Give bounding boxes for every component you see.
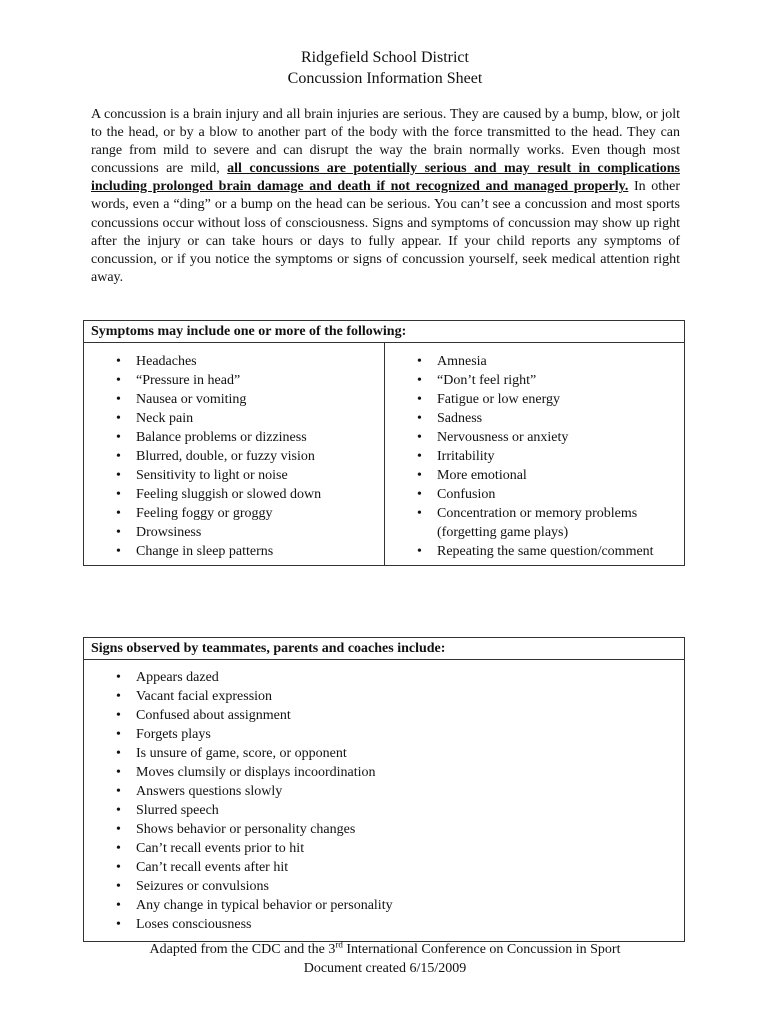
list-item: • Seizures or convulsions: [84, 877, 684, 896]
list-item: • Any change in typical behavior or personality: [84, 896, 684, 915]
list-item: • Feeling sluggish or slowed down: [84, 485, 384, 504]
list-item: • Headaches: [84, 352, 384, 371]
list-item: • Sensitivity to light or noise: [84, 466, 384, 485]
list-item: • Can’t recall events prior to hit: [84, 839, 684, 858]
list-item: • Fatigue or low energy: [385, 390, 684, 409]
symptoms-right-list: [385, 343, 684, 561]
list-item: • Sadness: [385, 409, 684, 428]
intro-text-part1: A concussion is a brain injury and all brain injuries are serious. They are caused by a bump, blow, or jolt to the head, or by a blow to another part of the body with the force transmitted to the head. They can range from mild to severe and can disrupt the way the brain normally works. Even though most concussions are mild,: [91, 107, 680, 177]
intro-text-part2: In other words, even a “ding” or a bump on the head can be serious. You can’t see a concussion and most sports concussions occur without loss of consciousness. Signs and symptoms of concussion may show up right after the injury or can take hours or days to fully appear. If your child reports any symptoms of concussion, or if you notice the symptoms or signs of concussion yourself, seek medical attention right away.: [91, 179, 680, 285]
district-name: Ridgefield School District: [301, 49, 469, 66]
intro-paragraph: [91, 106, 680, 287]
document-title: Concussion Information Sheet: [287, 70, 483, 87]
list-item: • Forgets plays: [84, 725, 684, 744]
list-item: • Answers questions slowly: [84, 782, 684, 801]
symptoms-left-list: [84, 343, 384, 561]
list-item: • “Pressure in head”: [84, 371, 384, 390]
list-item: • Feeling foggy or groggy: [84, 504, 384, 523]
list-item: • Moves clumsily or displays incoordination: [84, 763, 684, 782]
list-item: • Irritability: [385, 447, 684, 466]
list-item: • Change in sleep patterns: [84, 542, 384, 561]
list-item: • Concentration or memory problems (forgetting game plays): [385, 504, 684, 542]
list-item: • Vacant facial expression: [84, 687, 684, 706]
source-citation: [0, 941, 770, 959]
symptoms-right-column: [385, 343, 684, 565]
signs-table: [83, 637, 685, 942]
list-item: • Drowsiness: [84, 523, 384, 542]
list-item: • Confusion: [385, 485, 684, 504]
list-item: • Shows behavior or personality changes: [84, 820, 684, 839]
list-item: • Blurred, double, or fuzzy vision: [84, 447, 384, 466]
list-item: • Nausea or vomiting: [84, 390, 384, 409]
intro-emphasis: all concussions are potentially serious and may result in complications including prolonged brain damage and death if not recognized and managed properly.: [91, 161, 680, 195]
source-superscript: rd: [335, 939, 343, 950]
list-item: • “Don’t feel right”: [385, 371, 684, 390]
list-item: • Loses consciousness: [84, 915, 684, 934]
list-item: • Repeating the same question/comment: [385, 542, 684, 561]
list-item: • Appears dazed: [84, 668, 684, 687]
list-item: • Confused about assignment: [84, 706, 684, 725]
symptoms-heading: Symptoms may include one or more of the following:: [84, 321, 684, 343]
symptoms-table: [83, 320, 685, 566]
list-item: • Nervousness or anxiety: [385, 428, 684, 447]
list-item: • More emotional: [385, 466, 684, 485]
source-prefix: Adapted from the CDC and the 3: [149, 942, 336, 957]
list-item: • Balance problems or dizziness: [84, 428, 384, 447]
list-item: • Slurred speech: [84, 801, 684, 820]
list-item: • Can’t recall events after hit: [84, 858, 684, 877]
signs-heading: Signs observed by teammates, parents and coaches include:: [84, 638, 684, 660]
symptoms-left-column: [84, 343, 385, 565]
document-created-date: Document created 6/15/2009: [303, 961, 467, 976]
source-suffix: International Conference on Concussion in Sport: [342, 942, 621, 957]
symptoms-columns: [84, 343, 684, 565]
signs-list: [84, 660, 684, 934]
list-item: • Neck pain: [84, 409, 384, 428]
list-item: • Amnesia: [385, 352, 684, 371]
list-item: • Is unsure of game, score, or opponent: [84, 744, 684, 763]
